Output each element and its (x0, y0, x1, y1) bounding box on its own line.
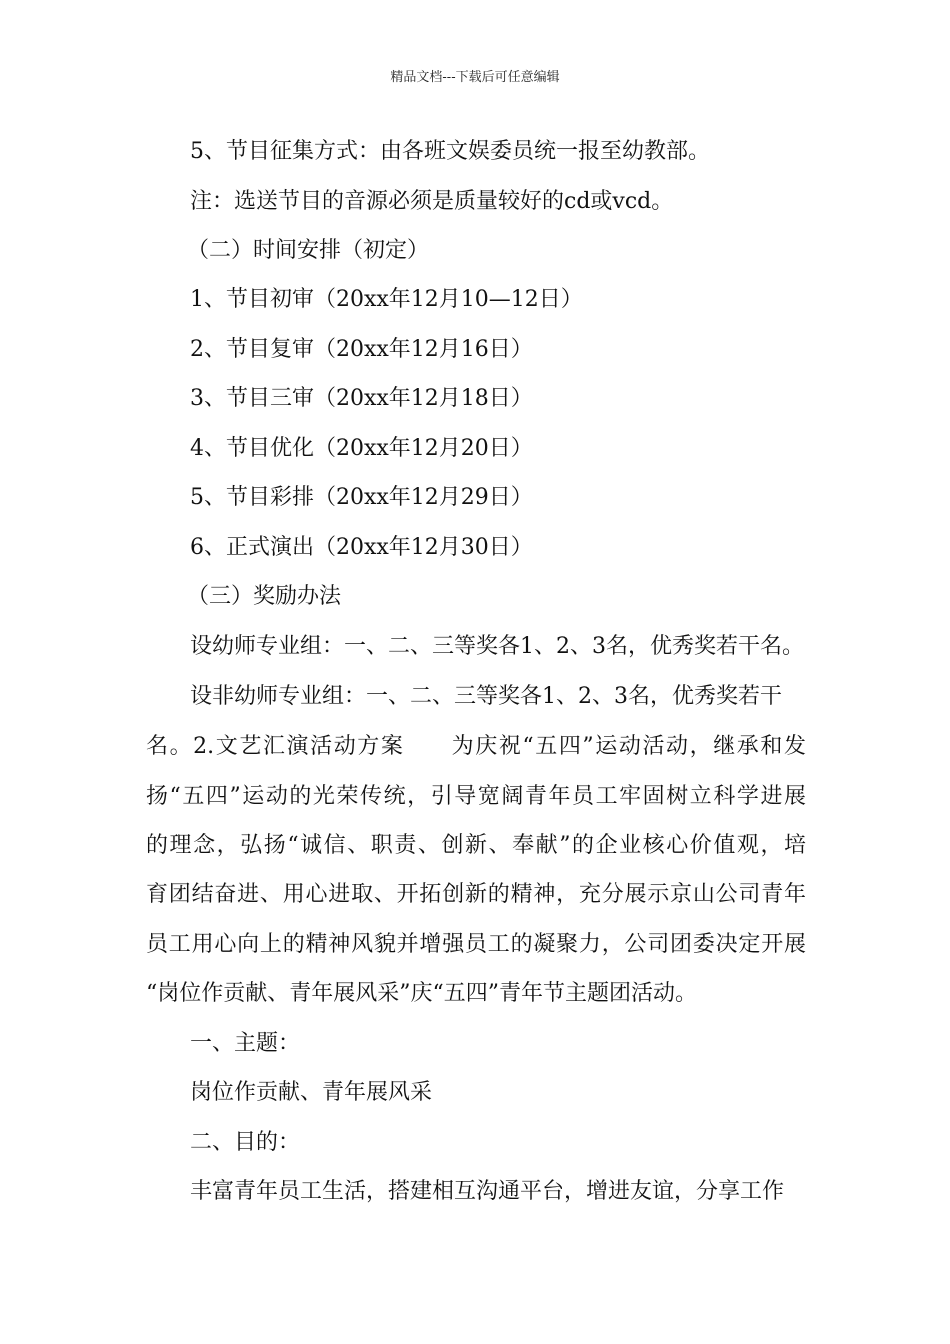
schedule-item: 2、节目复审（20xx年12月16日） (190, 337, 533, 362)
section-heading: （三）奖励办法 (187, 584, 342, 609)
paragraph-line: 岗位作贡献、青年展风采 (190, 1080, 433, 1105)
paragraph-line: 的理念，弘扬“诚信、职责、创新、奉献”的企业核心价值观，培 (146, 833, 806, 858)
paragraph-line: 员工用心向上的精神风貌并增强员工的凝聚力，公司团委决定开展 (146, 932, 806, 957)
schedule-item: 6、正式演出（20xx年12月30日） (190, 535, 533, 560)
paragraph-line: 丰富青年员工生活，搭建相互沟通平台，增进友谊，分享工作 (190, 1179, 785, 1204)
section-heading: （二）时间安排（初定） (187, 238, 430, 263)
paragraph-line: 扬“五四”运动的光荣传统，引导宽阔青年员工牢固树立科学进展 (146, 784, 806, 809)
schedule-item: 5、节目彩排（20xx年12月29日） (190, 485, 533, 510)
paragraph-line: 设非幼师专业组：一、二、三等奖各1、2、3名，优秀奖若干 (190, 684, 782, 709)
schedule-item: 1、节目初审（20xx年12月10—12日） (190, 287, 583, 312)
schedule-item: 3、节目三审（20xx年12月18日） (190, 386, 533, 411)
paragraph-line: 名。2.文艺汇演活动方案 为庆祝“五四”运动活动，继承和发 (146, 734, 806, 759)
paragraph-line: 育团结奋进、用心进取、开拓创新的精神，充分展示京山公司青年 (146, 882, 806, 907)
schedule-item: 4、节目优化（20xx年12月20日） (190, 436, 533, 461)
section-heading: 二、目的： (190, 1130, 301, 1155)
paragraph-line: 设幼师专业组：一、二、三等奖各1、2、3名，优秀奖若干名。 (190, 634, 804, 659)
section-heading: 一、主题： (190, 1031, 301, 1056)
paragraph-line: 5、节目征集方式：由各班文娱委员统一报至幼教部。 (190, 139, 710, 164)
paragraph-line: “岗位作贡献、青年展风采”庆“五四”青年节主题团活动。 (146, 981, 697, 1006)
page-header: 精品文档---下载后可任意编辑 (390, 70, 560, 85)
paragraph-line: 注：选送节目的音源必须是质量较好的cd或vcd。 (190, 189, 674, 214)
